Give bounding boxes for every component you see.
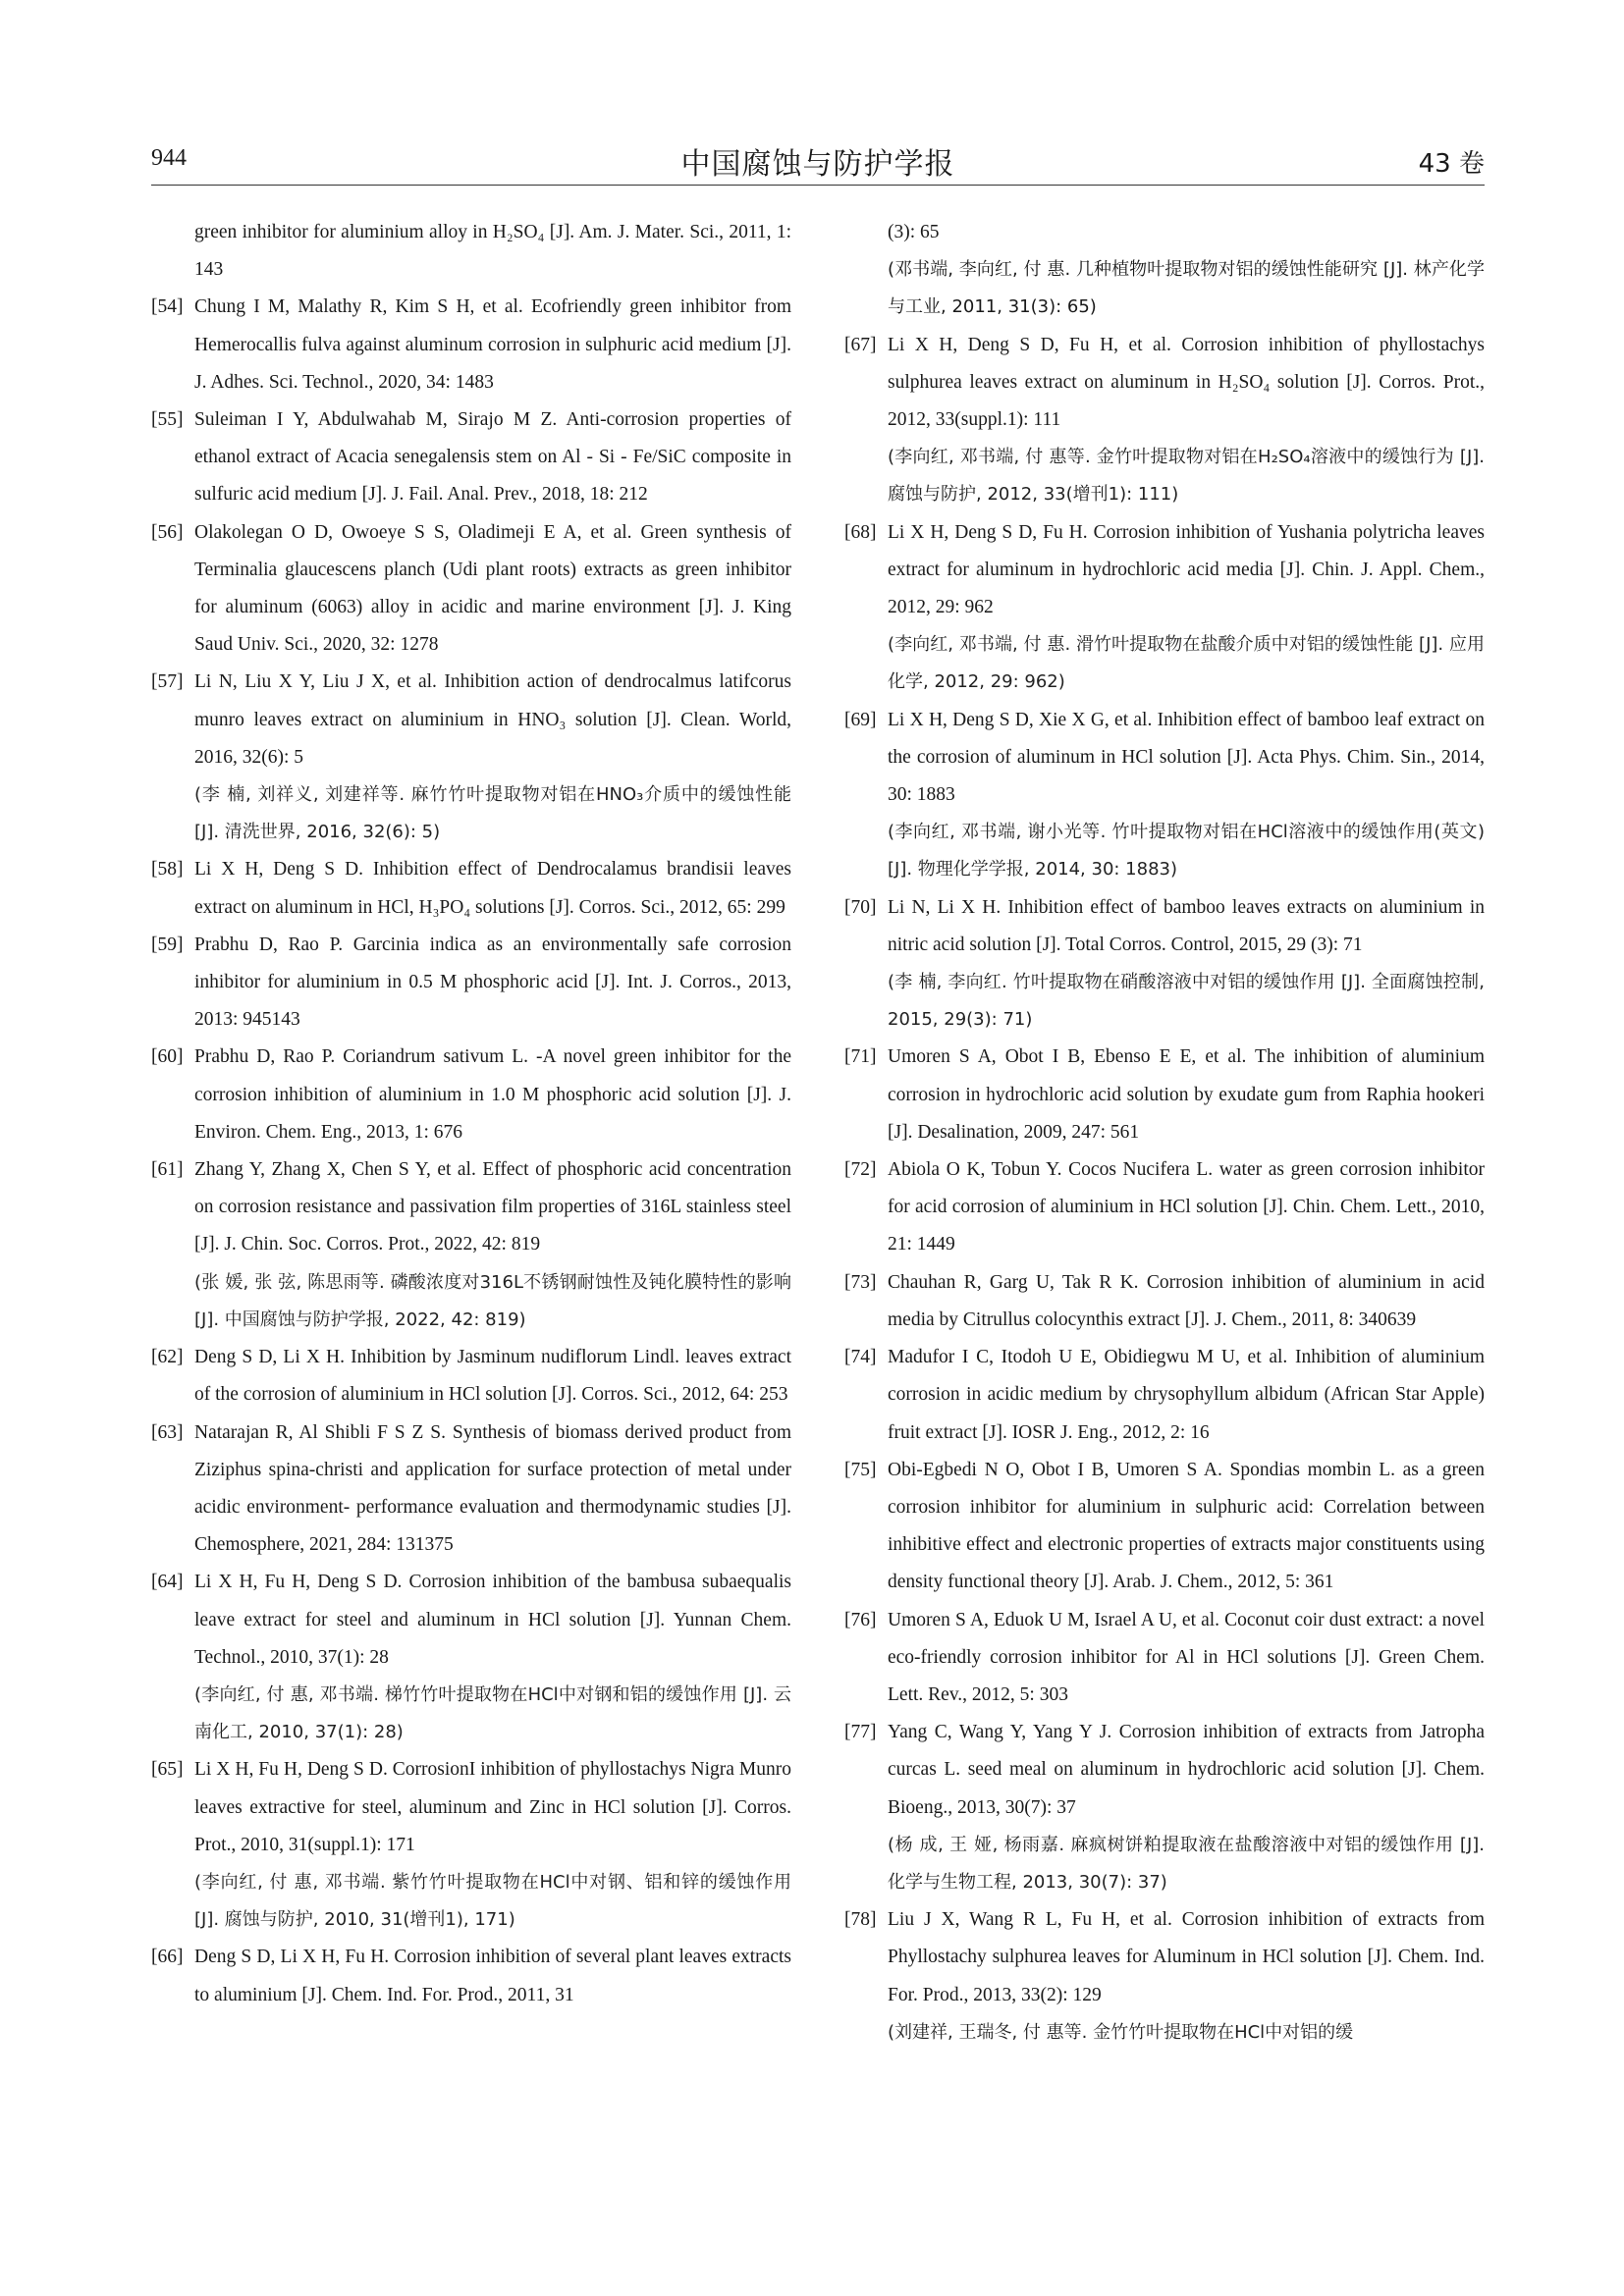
reference-text: Chauhan R, Garg U, Tak R K. Corrosion inhibition of aluminium in acid media by Citrullus colocynthis extract [J]. J. Chem., 2011, 8: 340639 [888,1271,1485,1330]
reference-text: Li N, Li X H. Inhibition effect of bamboo leaves extracts on aluminium in nitric acid solution [J]. Total Corros. Control, 2015, 29 (3): 71 [888,896,1485,955]
reference-entry [844,1714,1485,1901]
reference-text: Yang C, Wang Y, Yang Y J. Corrosion inhibition of extracts from Jatropha curcas L. seed meal on aluminum in hydrochloric acid solution [J]. Chem. Bioeng., 2013, 30(7): 37 [888,1722,1485,1818]
reference-entry [151,514,791,665]
reference-number: [77] [844,1722,877,1743]
reference-text: Prabhu D, Rao P. Garcinia indica as an environmentally safe corrosion inhibitor for aluminium in 0.5 M phosphoric acid [J]. Int. J. Corros., 2013, 2013: 945143 [194,934,791,1031]
reference-text: Li X H, Deng S D, Xie X G, et al. Inhibition effect of bamboo leaf extract on the corrosion of aluminum in HCl solution [J]. Acta Phys. Chim. Sin., 2014, 30: 1883 [888,709,1485,806]
reference-text: Zhang Y, Zhang X, Chen S Y, et al. Effect of phosphoric acid concentration on corrosion resistance and passivation film properties of 316L stainless steel [J]. J. Chin. Soc. Corros. Prot., 2022, 42: 819 [194,1159,791,1255]
reference-text: Li X H, Fu H, Deng S D. Corrosion inhibition of the bambusa subaequalis leave extract for steel and aluminum in HCl solution [J]. Yunnan Chem. Technol., 2010, 37(1): 28 [194,1572,791,1668]
reference-number: [74] [844,1347,877,1368]
reference-text-chinese: (杨 成, 王 娅, 杨雨嘉. 麻疯树饼粕提取液在盐酸溶液中对铝的缓蚀作用 [J]. 化学与生物工程, 2013, 30(7): 37) [888,1834,1485,1893]
reference-text-chinese: (刘建祥, 王瑞冬, 付 惠等. 金竹竹叶提取物在HCl中对铝的缓 [888,2021,1354,2043]
left-reference-list [151,289,791,2013]
reference-number: [70] [844,896,877,918]
reference-text: Natarajan R, Al Shibli F S Z S. Synthesis of biomass derived product from Ziziphus spina-christi and application for surface protection of metal under acidic environment- performance evaluation and thermodynamic studies [J]. Chemosphere, 2021, 284: 131375 [194,1421,791,1556]
reference-number: [66] [151,1947,184,1968]
page-number: 944 [151,145,187,171]
reference-number: [71] [844,1046,877,1068]
reference-number: [64] [151,1572,184,1593]
reference-number: [68] [844,521,877,543]
reference-entry [844,702,1485,889]
reference-entry [151,851,791,926]
reference-entry [844,327,1485,514]
right-column [844,214,1485,2052]
reference-entry [151,1564,791,1751]
reference-text: Deng S D, Li X H. Inhibition by Jasminum nudiflorum Lindl. leaves extract of the corrosion of aluminium in HCl solution [J]. Corros. Sci., 2012, 64: 253 [194,1347,791,1406]
reference-entry [151,1339,791,1414]
reference-number: [54] [151,296,184,318]
left-column [151,214,791,2014]
ref-continuation: (3): 65 [888,222,940,242]
reference-entry [844,1901,1485,2052]
header-rule [151,185,1485,186]
reference-text: Obi-Egbedi N O, Obot I B, Umoren S A. Spondias mombin L. as a green corrosion inhibitor for aluminium in sulphuric acid: Correlation between inhibitive effect and electronic properties of extracts major constituents using density functional theory [J]. Arab. J. Chem., 2012, 5: 361 [888,1459,1485,1593]
reference-entry [844,889,1485,1040]
reference-text: Li X H, Deng S D, Fu H, et al. Corrosion inhibition of phyllostachys sulphurea leaves extract on aluminum in H₂SO₄ solution [J]. Corros. Prot., 2012, 33(suppl.1): 111 [888,334,1485,431]
reference-entry [151,289,791,401]
reference-number: [69] [844,709,877,730]
reference-text: Abiola O K, Tobun Y. Cocos Nucifera L. water as green corrosion inhibitor for acid corrosion of aluminium in HCl solution [J]. Chin. Chem. Lett., 2010, 21: 1449 [888,1159,1485,1255]
reference-text: Chung I M, Malathy R, Kim S H, et al. Ecofriendly green inhibitor from Hemerocallis fulva against aluminum corrosion in sulphuric acid medium [J]. J. Adhes. Sci. Technol., 2020, 34: 1483 [194,296,791,393]
reference-entry [844,1452,1485,1602]
reference-entry [844,1264,1485,1339]
reference-text: Madufor I C, Itodoh U E, Obidiegwu M U, et al. Inhibition of aluminium corrosion in acidic medium by chrysophyllum albidum (African Star Apple) fruit extract [J]. IOSR J. Eng., 2012, 2: 16 [888,1347,1485,1443]
reference-text: Li N, Liu X Y, Liu J X, et al. Inhibition action of dendrocalmus latifcorus munro leaves extract on aluminium in HNO₃ solution [J]. Clean. World, 2016, 32(6): 5 [194,671,791,768]
reference-entry [151,1151,791,1339]
reference-number: [78] [844,1909,877,1931]
reference-text: Li X H, Deng S D. Inhibition effect of Dendrocalamus brandisii leaves extract on aluminum in HCl, H₃PO₄ solutions [J]. Corros. Sci., 2012, 65: 299 [194,859,791,918]
reference-text-chinese: (李向红, 邓书端, 谢小光等. 竹叶提取物对铝在HCl溶液中的缓蚀作用(英文) [J]. 物理化学学报, 2014, 30: 1883) [888,822,1485,881]
right-reference-list [844,327,1485,2052]
reference-entry [844,514,1485,702]
reference-number: [60] [151,1046,184,1068]
reference-number: [73] [844,1271,877,1293]
reference-number: [61] [151,1159,184,1181]
reference-entry [151,664,791,851]
reference-text-chinese: (李向红, 邓书端, 付 惠. 滑竹叶提取物在盐酸介质中对铝的缓蚀性能 [J]. 应用化学, 2012, 29: 962) [888,634,1485,693]
reference-number: [55] [151,409,184,431]
reference-text-chinese: (张 媛, 张 弦, 陈思雨等. 磷酸浓度对316L不锈钢耐蚀性及钝化膜特性的影响 [J]. 中国腐蚀与防护学报, 2022, 42: 819) [194,1271,791,1330]
volume-label: 43 卷 [1418,149,1485,179]
ref-continuation: green inhibitor for aluminium alloy in H₂SO₄ [J]. Am. J. Mater. Sci., 2011, 1: 143 [194,222,791,281]
reference-number: [62] [151,1347,184,1368]
ref-continuation-cn: (邓书端, 李向红, 付 惠. 几种植物叶提取物对铝的缓蚀性能研究 [J]. 林产化学与工业, 2011, 31(3): 65) [888,259,1485,318]
reference-text: Olakolegan O D, Owoeye S S, Oladimeji E A, et al. Green synthesis of Terminalia glaucescens planch (Udi plant roots) extracts as green inhibitor for aluminum (6063) alloy in acidic and marine environment [J]. J. King Saud Univ. Sci., 2020, 32: 1278 [194,521,791,656]
reference-text-chinese: (李向红, 付 惠, 邓书端. 梯竹竹叶提取物在HCl中对钢和铝的缓蚀作用 [J]. 云南化工, 2010, 37(1): 28) [194,1683,791,1743]
page-header [151,137,1485,187]
reference-text: Li X H, Fu H, Deng S D. CorrosionI inhibition of phyllostachys Nigra Munro leaves extractive for steel, aluminum and Zinc in HCl solution [J]. Corros. Prot., 2010, 31(suppl.1): 171 [194,1759,791,1855]
reference-entry [844,1151,1485,1264]
reference-text: Deng S D, Li X H, Fu H. Corrosion inhibition of several plant leaves extracts to aluminium [J]. Chem. Ind. For. Prod., 2011, 31 [194,1947,791,2005]
reference-entry [844,1602,1485,1715]
reference-entry [151,1751,791,1939]
reference-text: Suleiman I Y, Abdulwahab M, Sirajo M Z. Anti-corrosion properties of ethanol extract of Acacia senegalensis stem on Al - Si - Fe/SiC composite in sulfuric acid medium [J]. J. Fail. Anal. Prev., 2018, 18: 212 [194,409,791,506]
reference-entry [151,1415,791,1565]
reference-text: Liu J X, Wang R L, Fu H, et al. Corrosion inhibition of extracts from Phyllostachy sulphurea leaves for Aluminum in HCl solution [J]. Chem. Ind. For. Prod., 2013, 33(2): 129 [888,1909,1485,2005]
reference-entry [151,1039,791,1151]
reference-entry [151,401,791,514]
reference-number: [56] [151,521,184,543]
reference-text: Umoren S A, Eduok U M, Israel A U, et al. Coconut coir dust extract: a novel eco-friendly corrosion inhibitor for Al in HCl solutions [J]. Green Chem. Lett. Rev., 2012, 5: 303 [888,1609,1485,1705]
reference-text-chinese: (李向红, 付 惠, 邓书端. 紫竹竹叶提取物在HCl中对钢、铝和锌的缓蚀作用 [J]. 腐蚀与防护, 2010, 31(增刊1), 171) [194,1871,791,1931]
reference-text: Umoren S A, Obot I B, Ebenso E E, et al. The inhibition of aluminium corrosion in hydrochloric acid solution by exudate gum from Raphia hookeri [J]. Desalination, 2009, 247: 561 [888,1046,1485,1143]
reference-text-chinese: (李 楠, 刘祥义, 刘建祥等. 麻竹竹叶提取物对铝在HNO₃介质中的缓蚀性能 [J]. 清洗世界, 2016, 32(6): 5) [194,784,791,843]
reference-number: [67] [844,334,877,355]
reference-number: [58] [151,859,184,881]
reference-number: [76] [844,1609,877,1630]
reference-entry [151,927,791,1040]
reference-text: Li X H, Deng S D, Fu H. Corrosion inhibition of Yushania polytricha leaves extract for aluminum in hydrochloric acid media [J]. Chin. J. Appl. Chem., 2012, 29: 962 [888,521,1485,618]
reference-text: Prabhu D, Rao P. Coriandrum sativum L. -A novel green inhibitor for the corrosion inhibition of aluminium in 1.0 M phosphoric acid solution [J]. J. Environ. Chem. Eng., 2013, 1: 676 [194,1046,791,1143]
journal-title: 中国腐蚀与防护学报 [680,147,955,182]
reference-entry [844,1039,1485,1151]
reference-number: [75] [844,1459,877,1480]
reference-text-chinese: (李向红, 邓书端, 付 惠等. 金竹叶提取物对铝在H₂SO₄溶液中的缓蚀行为 [J]. 腐蚀与防护, 2012, 33(增刊1): 111) [888,447,1485,506]
reference-entry [844,1339,1485,1452]
reference-text-chinese: (李 楠, 李向红. 竹叶提取物在硝酸溶液中对铝的缓蚀作用 [J]. 全面腐蚀控制, 2015, 29(3): 71) [888,972,1485,1031]
reference-number: [63] [151,1421,184,1443]
reference-number: [59] [151,934,184,955]
reference-number: [72] [844,1159,877,1181]
reference-entry [151,1939,791,2013]
reference-number: [65] [151,1759,184,1781]
reference-number: [57] [151,671,184,693]
